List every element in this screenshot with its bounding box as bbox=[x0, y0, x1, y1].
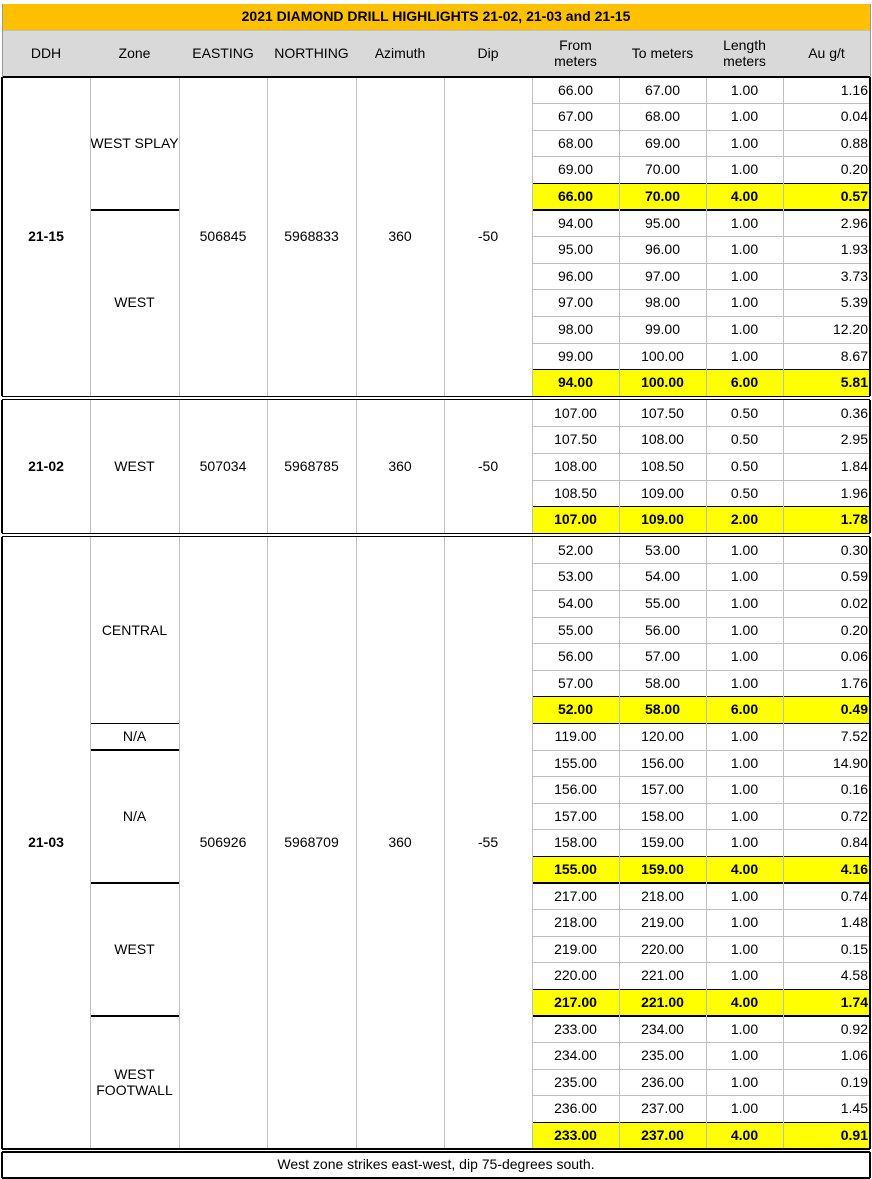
rule-line bbox=[1, 1152, 2, 1178]
interval-from: 218.00 bbox=[554, 914, 597, 931]
ddh-id: 21-15 bbox=[28, 227, 64, 244]
interval-length: 1.00 bbox=[730, 834, 759, 851]
interval-to-total: 100.00 bbox=[619, 370, 706, 397]
rule-line bbox=[90, 77, 91, 396]
rule-line bbox=[532, 696, 870, 697]
interval-from: 155.00 bbox=[554, 754, 597, 771]
interval-length: 1.00 bbox=[730, 754, 759, 771]
rule-line bbox=[2, 533, 870, 534]
rule-line bbox=[90, 882, 179, 883]
rule-line bbox=[90, 537, 91, 1149]
interval-to: 95.00 bbox=[644, 214, 681, 231]
rule-line bbox=[90, 209, 179, 210]
gold-grade-total: 0.91 bbox=[783, 1122, 870, 1149]
rule-line bbox=[90, 723, 179, 724]
interval-to: 221.00 bbox=[641, 967, 684, 984]
interval-from-total: 233.00 bbox=[532, 1122, 619, 1149]
gold-grade-total: 0.57 bbox=[783, 183, 870, 210]
interval-from: 95.00 bbox=[557, 241, 594, 258]
gold-grade: 1.84 bbox=[840, 457, 868, 474]
interval-to: 54.00 bbox=[644, 568, 681, 585]
interval-length-total: 6.00 bbox=[706, 370, 783, 397]
interval-from: 108.00 bbox=[554, 457, 597, 474]
interval-from: 107.50 bbox=[554, 431, 597, 448]
rule-line bbox=[783, 400, 784, 533]
rule-line bbox=[356, 77, 357, 396]
interval-from-total: 107.00 bbox=[532, 507, 619, 534]
rule-line bbox=[2, 1148, 870, 1149]
gold-grade-total: 1.74 bbox=[783, 989, 870, 1016]
azimuth-value: 360 bbox=[388, 457, 412, 474]
interval-length-total: 4.00 bbox=[706, 856, 783, 883]
rule-line bbox=[706, 400, 707, 533]
interval-from: 56.00 bbox=[557, 648, 594, 665]
rule-line bbox=[356, 400, 357, 533]
gold-grade: 0.84 bbox=[840, 834, 868, 851]
interval-length: 1.00 bbox=[730, 648, 759, 665]
interval-to: 69.00 bbox=[644, 134, 681, 151]
interval-from: 156.00 bbox=[554, 781, 597, 798]
gold-grade-total: 4.16 bbox=[783, 856, 870, 883]
interval-to: 97.00 bbox=[644, 267, 681, 284]
rule-line bbox=[783, 77, 784, 396]
zone-name: WEST bbox=[114, 294, 155, 311]
interval-from: 119.00 bbox=[554, 727, 597, 744]
interval-length-total: 2.00 bbox=[706, 507, 783, 534]
gold-grade: 1.48 bbox=[840, 914, 868, 931]
interval-to: 58.00 bbox=[644, 674, 681, 691]
rule-line bbox=[179, 400, 180, 533]
zone-name: WEST bbox=[114, 457, 155, 474]
rule-line bbox=[532, 856, 870, 857]
interval-length: 1.00 bbox=[730, 621, 759, 638]
rule-line bbox=[2, 1177, 870, 1178]
interval-to: 236.00 bbox=[641, 1073, 684, 1090]
interval-length: 1.00 bbox=[730, 294, 759, 311]
rule-line bbox=[706, 537, 707, 1149]
rule-line bbox=[619, 537, 620, 1149]
interval-from: 53.00 bbox=[557, 568, 594, 585]
rule-line bbox=[532, 77, 533, 396]
interval-from: 94.00 bbox=[557, 214, 594, 231]
dip-value: -55 bbox=[477, 834, 499, 851]
interval-from: 66.00 bbox=[557, 81, 594, 98]
interval-length: 1.00 bbox=[730, 541, 759, 558]
interval-to: 99.00 bbox=[644, 320, 681, 337]
gold-grade: 0.36 bbox=[840, 404, 868, 421]
interval-length-total: 4.00 bbox=[706, 989, 783, 1016]
interval-length: 1.00 bbox=[730, 887, 759, 904]
rule-line bbox=[619, 400, 620, 533]
azimuth-value: 360 bbox=[388, 834, 412, 851]
interval-length: 1.00 bbox=[730, 134, 759, 151]
easting-value: 507034 bbox=[199, 457, 247, 474]
interval-from-total: 155.00 bbox=[532, 856, 619, 883]
rule-line bbox=[532, 1122, 870, 1123]
interval-length: 1.00 bbox=[730, 940, 759, 957]
interval-from: 69.00 bbox=[557, 161, 594, 178]
interval-length: 1.00 bbox=[730, 108, 759, 125]
interval-from: 97.00 bbox=[557, 294, 594, 311]
rule-line bbox=[869, 1152, 870, 1178]
interval-to: 70.00 bbox=[644, 161, 681, 178]
interval-from: 234.00 bbox=[554, 1047, 597, 1064]
interval-from: 99.00 bbox=[557, 347, 594, 364]
rule-line bbox=[179, 537, 180, 1149]
interval-to: 100.00 bbox=[641, 347, 684, 364]
gold-grade: 1.16 bbox=[840, 81, 868, 98]
interval-to: 56.00 bbox=[644, 621, 681, 638]
interval-length: 1.00 bbox=[730, 727, 759, 744]
rule-line bbox=[869, 77, 870, 396]
interval-length: 0.50 bbox=[730, 484, 759, 501]
gold-grade: 0.92 bbox=[840, 1020, 868, 1037]
easting-value: 506845 bbox=[199, 227, 247, 244]
interval-length: 1.00 bbox=[730, 674, 759, 691]
interval-from: 108.50 bbox=[554, 484, 597, 501]
dip-value: -50 bbox=[477, 227, 499, 244]
interval-to: 109.00 bbox=[641, 484, 684, 501]
interval-to: 157.00 bbox=[641, 781, 684, 798]
rule-line bbox=[2, 4, 3, 77]
gold-grade: 7.52 bbox=[840, 727, 868, 744]
interval-from-total: 52.00 bbox=[532, 697, 619, 724]
interval-from: 236.00 bbox=[554, 1100, 597, 1117]
gold-grade: 1.93 bbox=[840, 241, 868, 258]
northing-value: 5968785 bbox=[284, 457, 339, 474]
header-au: Au g/t bbox=[783, 30, 870, 77]
gold-grade: 5.39 bbox=[840, 294, 868, 311]
interval-to: 158.00 bbox=[641, 807, 684, 824]
dip-value: -50 bbox=[477, 457, 499, 474]
interval-length: 0.50 bbox=[730, 457, 759, 474]
gold-grade: 0.88 bbox=[840, 134, 868, 151]
interval-from: 235.00 bbox=[554, 1073, 597, 1090]
interval-to-total: 58.00 bbox=[619, 697, 706, 724]
northing-value: 5968833 bbox=[284, 227, 339, 244]
gold-grade: 1.45 bbox=[840, 1100, 868, 1117]
interval-from: 219.00 bbox=[554, 940, 597, 957]
rule-line bbox=[267, 537, 268, 1149]
rule-line bbox=[2, 396, 870, 397]
table-title: 2021 DIAMOND DRILL HIGHLIGHTS 21-02, 21-03 and 21-15 bbox=[2, 4, 870, 30]
gold-grade: 2.95 bbox=[840, 431, 868, 448]
northing-value: 5968709 bbox=[284, 834, 339, 851]
interval-to: 218.00 bbox=[641, 887, 684, 904]
rule-line bbox=[869, 400, 870, 533]
rule-line bbox=[444, 537, 445, 1149]
rule-line bbox=[90, 1015, 179, 1016]
interval-from: 158.00 bbox=[554, 834, 597, 851]
interval-length: 1.00 bbox=[730, 914, 759, 931]
rule-line bbox=[1, 77, 2, 396]
gold-grade: 0.20 bbox=[840, 161, 868, 178]
gold-grade: 1.76 bbox=[840, 674, 868, 691]
interval-length: 1.00 bbox=[730, 320, 759, 337]
interval-length: 1.00 bbox=[730, 1020, 759, 1037]
interval-length-total: 6.00 bbox=[706, 697, 783, 724]
interval-from: 217.00 bbox=[554, 887, 597, 904]
interval-from: 233.00 bbox=[554, 1020, 597, 1037]
interval-to: 55.00 bbox=[644, 594, 681, 611]
rule-line bbox=[444, 400, 445, 533]
header-zone: Zone bbox=[90, 30, 179, 77]
rule-line bbox=[706, 77, 707, 396]
gold-grade: 0.15 bbox=[840, 940, 868, 957]
footnote: West zone strikes east-west, dip 75-degrees south. bbox=[277, 1156, 595, 1173]
interval-length: 1.00 bbox=[730, 967, 759, 984]
interval-to: 108.50 bbox=[641, 457, 684, 474]
interval-length: 1.00 bbox=[730, 347, 759, 364]
rule-line bbox=[90, 749, 179, 750]
interval-length: 1.00 bbox=[730, 594, 759, 611]
interval-to-total: 109.00 bbox=[619, 507, 706, 534]
ddh-id: 21-03 bbox=[28, 834, 64, 851]
interval-length: 0.50 bbox=[730, 404, 759, 421]
zone-name: N/A bbox=[122, 807, 147, 824]
interval-to-total: 237.00 bbox=[619, 1122, 706, 1149]
rule-line bbox=[532, 400, 533, 533]
header-ddh: DDH bbox=[2, 30, 90, 77]
interval-to: 57.00 bbox=[644, 648, 681, 665]
interval-to: 237.00 bbox=[641, 1100, 684, 1117]
gold-grade-total: 1.78 bbox=[783, 507, 870, 534]
rule-line bbox=[1, 400, 2, 533]
easting-value: 506926 bbox=[199, 834, 247, 851]
interval-to: 107.50 bbox=[641, 404, 684, 421]
interval-length: 1.00 bbox=[730, 781, 759, 798]
gold-grade: 1.96 bbox=[840, 484, 868, 501]
rule-line bbox=[619, 77, 620, 396]
interval-to: 220.00 bbox=[641, 940, 684, 957]
rule-line bbox=[267, 400, 268, 533]
header-easting: EASTING bbox=[179, 30, 267, 77]
interval-length: 1.00 bbox=[730, 241, 759, 258]
interval-to-total: 221.00 bbox=[619, 989, 706, 1016]
rule-line bbox=[356, 537, 357, 1149]
interval-length: 1.00 bbox=[730, 81, 759, 98]
interval-length-total: 4.00 bbox=[706, 183, 783, 210]
ddh-id: 21-02 bbox=[28, 457, 64, 474]
interval-to: 96.00 bbox=[644, 241, 681, 258]
azimuth-value: 360 bbox=[388, 227, 412, 244]
interval-from: 98.00 bbox=[557, 320, 594, 337]
rule-line bbox=[267, 77, 268, 396]
interval-to: 120.00 bbox=[641, 727, 684, 744]
interval-to-total: 70.00 bbox=[619, 183, 706, 210]
interval-from-total: 66.00 bbox=[532, 183, 619, 210]
zone-name: CENTRAL bbox=[101, 621, 168, 638]
interval-length: 1.00 bbox=[730, 161, 759, 178]
header-northing: NORTHING bbox=[267, 30, 356, 77]
interval-length: 1.00 bbox=[730, 214, 759, 231]
interval-to-total: 159.00 bbox=[619, 856, 706, 883]
interval-to: 67.00 bbox=[644, 81, 681, 98]
interval-length: 1.00 bbox=[730, 1100, 759, 1117]
interval-to: 235.00 bbox=[641, 1047, 684, 1064]
interval-to: 108.00 bbox=[641, 431, 684, 448]
rule-line bbox=[90, 400, 91, 533]
rule-line bbox=[870, 4, 871, 77]
header-dip: Dip bbox=[444, 30, 532, 77]
interval-length: 1.00 bbox=[730, 1047, 759, 1064]
rule-line bbox=[532, 369, 870, 370]
gold-grade: 0.72 bbox=[840, 807, 868, 824]
interval-from: 68.00 bbox=[557, 134, 594, 151]
header-to: To meters bbox=[619, 30, 706, 77]
interval-length: 0.50 bbox=[730, 431, 759, 448]
rule-line bbox=[179, 77, 180, 396]
gold-grade-total: 5.81 bbox=[783, 370, 870, 397]
interval-from: 107.00 bbox=[554, 404, 597, 421]
gold-grade: 0.74 bbox=[840, 887, 868, 904]
rule-line bbox=[783, 537, 784, 1149]
zone-name: WEST SPLAY bbox=[90, 134, 179, 151]
interval-length: 1.00 bbox=[730, 267, 759, 284]
rule-line bbox=[2, 76, 870, 77]
gold-grade: 0.16 bbox=[840, 781, 868, 798]
gold-grade: 2.96 bbox=[840, 214, 868, 231]
interval-to: 159.00 bbox=[641, 834, 684, 851]
gold-grade: 4.58 bbox=[840, 967, 868, 984]
gold-grade: 1.06 bbox=[840, 1047, 868, 1064]
interval-length: 1.00 bbox=[730, 807, 759, 824]
rule-line bbox=[2, 30, 870, 31]
interval-from: 96.00 bbox=[557, 267, 594, 284]
gold-grade: 8.67 bbox=[840, 347, 868, 364]
interval-from-total: 217.00 bbox=[532, 989, 619, 1016]
rule-line bbox=[532, 537, 533, 1149]
rule-line bbox=[444, 77, 445, 396]
interval-from: 52.00 bbox=[557, 541, 594, 558]
interval-to: 234.00 bbox=[641, 1020, 684, 1037]
interval-to: 156.00 bbox=[641, 754, 684, 771]
interval-from-total: 94.00 bbox=[532, 370, 619, 397]
interval-from: 55.00 bbox=[557, 621, 594, 638]
interval-to: 219.00 bbox=[641, 914, 684, 931]
interval-to: 53.00 bbox=[644, 541, 681, 558]
rule-line bbox=[532, 989, 870, 990]
gold-grade: 0.04 bbox=[840, 108, 868, 125]
rule-line bbox=[532, 183, 870, 184]
rule-line bbox=[1, 537, 2, 1149]
gold-grade: 0.30 bbox=[840, 541, 868, 558]
gold-grade: 0.20 bbox=[840, 621, 868, 638]
interval-from: 54.00 bbox=[557, 594, 594, 611]
gold-grade: 0.19 bbox=[840, 1073, 868, 1090]
interval-from: 157.00 bbox=[554, 807, 597, 824]
gold-grade: 3.73 bbox=[840, 267, 868, 284]
gold-grade: 14.90 bbox=[832, 754, 868, 771]
header-from: From meters bbox=[532, 30, 619, 77]
interval-to: 68.00 bbox=[644, 108, 681, 125]
gold-grade: 12.20 bbox=[832, 320, 868, 337]
zone-name: WEST FOOTWALL bbox=[96, 1066, 173, 1098]
interval-from: 57.00 bbox=[557, 674, 594, 691]
interval-length: 1.00 bbox=[730, 568, 759, 585]
interval-to: 98.00 bbox=[644, 294, 681, 311]
gold-grade: 0.59 bbox=[840, 568, 868, 585]
rule-line bbox=[532, 506, 870, 507]
header-length: Length meters bbox=[706, 30, 783, 77]
zone-name: N/A bbox=[122, 727, 147, 744]
interval-from: 67.00 bbox=[557, 108, 594, 125]
gold-grade: 0.02 bbox=[840, 594, 868, 611]
interval-length-total: 4.00 bbox=[706, 1122, 783, 1149]
gold-grade: 0.06 bbox=[840, 648, 868, 665]
interval-from: 220.00 bbox=[554, 967, 597, 984]
zone-name: WEST bbox=[114, 940, 155, 957]
rule-line bbox=[869, 537, 870, 1149]
header-azimuth: Azimuth bbox=[356, 30, 444, 77]
interval-length: 1.00 bbox=[730, 1073, 759, 1090]
gold-grade-total: 0.49 bbox=[783, 697, 870, 724]
